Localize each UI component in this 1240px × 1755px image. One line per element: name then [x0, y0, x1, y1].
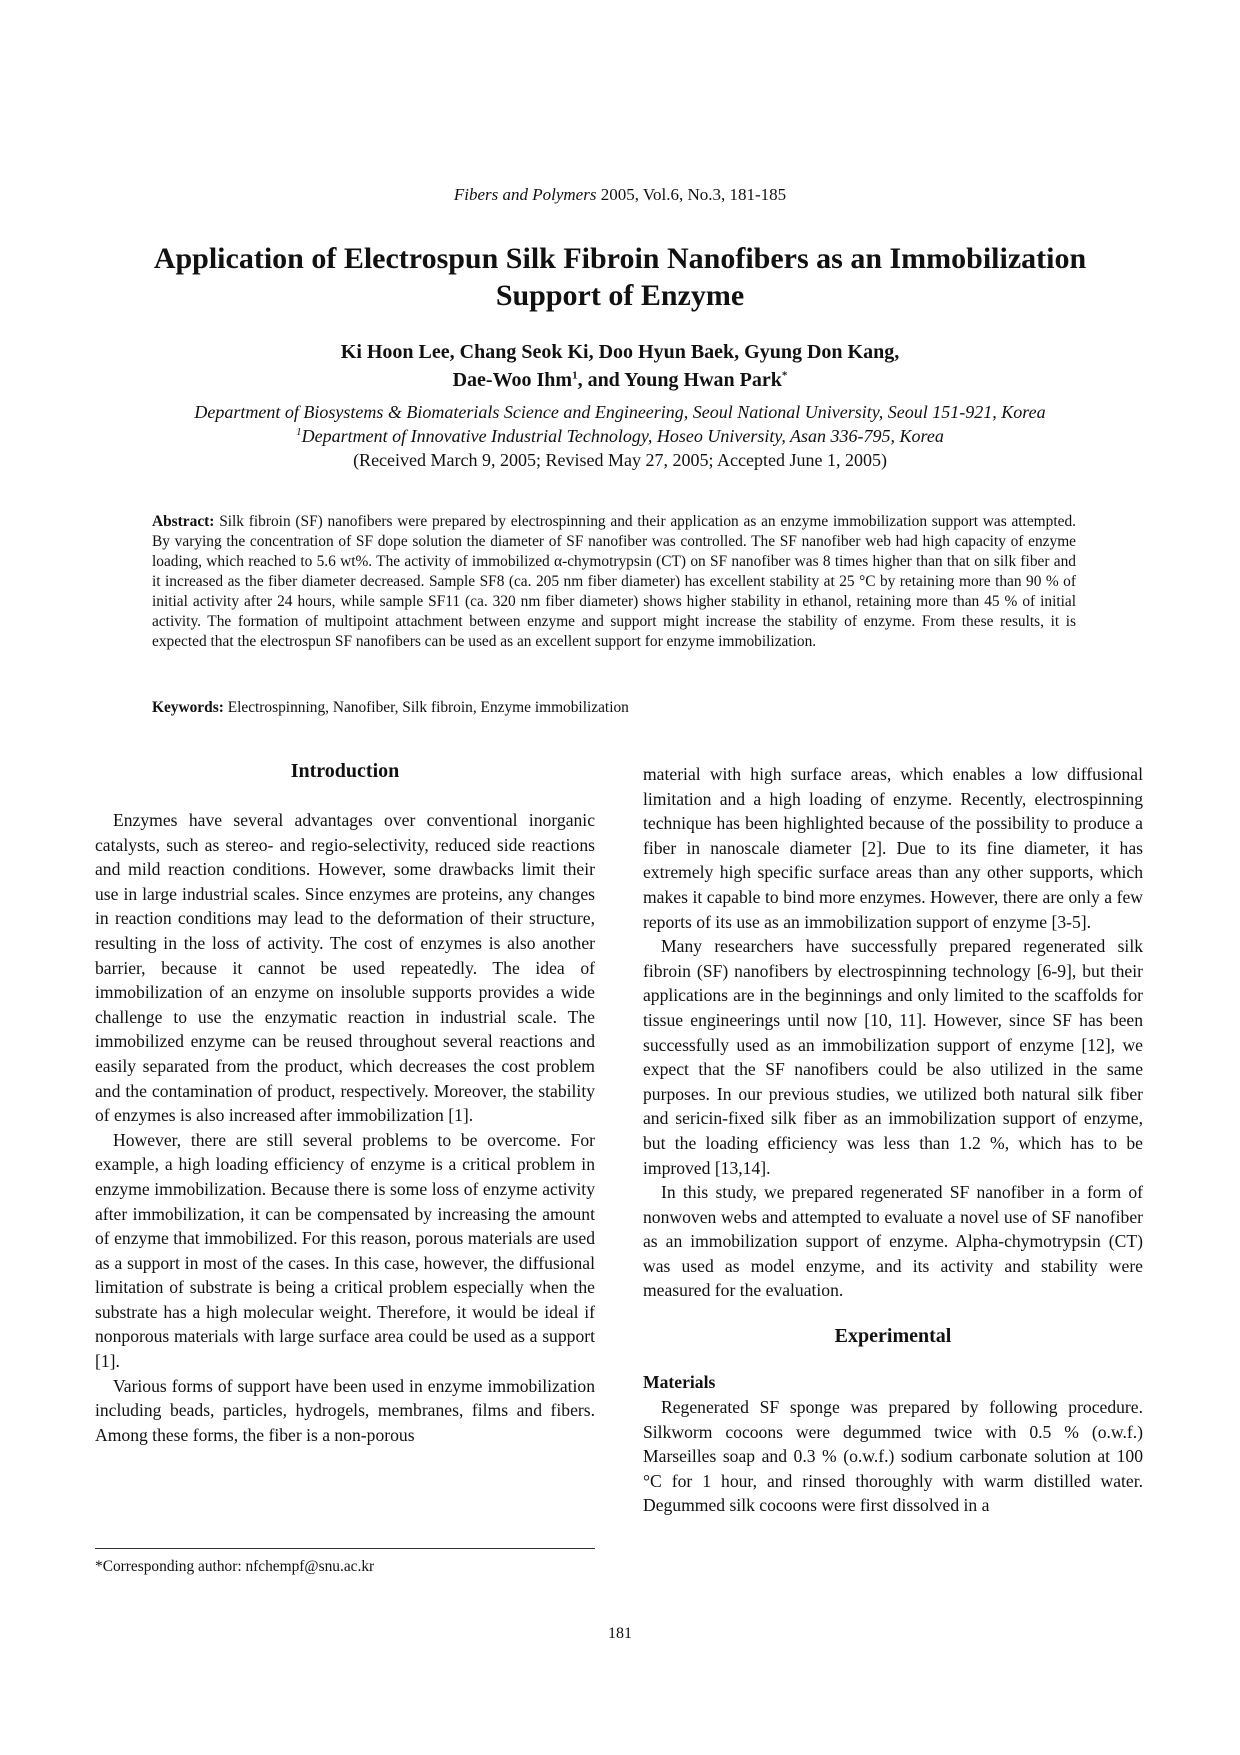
section-heading-experimental: Experimental — [834, 1325, 952, 1348]
affiliation-hoseo — [60, 424, 1180, 448]
author-ihm: Dae-Woo Ihm — [452, 369, 573, 391]
corresponding-author-footnote: *Corresponding author: nfchempf@snu.ac.kr — [95, 1558, 375, 1575]
paragraph: However, there are still several problems to be overcome. For example, a high loading efficiency of enzyme is a critical problem in enzyme immobilization. Because there is some loss of enzyme activity after immobilization, it can be compensated by increasing the amount of enzyme that immobilized. For this reason, porous materials are used as a support in most of the cases. In this case, however, the diffusional limitation of substrate is being a critical problem especially when the substrate has a high molecular weight. Therefore, it would be ideal if nonporous materials with large surface area could be used as a support [1]. — [95, 1129, 595, 1372]
affiliations — [60, 400, 1180, 472]
paragraph: Regenerated SF sponge was prepared by following procedure. Silkworm cocoons were degummed twice with 0.5 % (o.w.f.) Marseilles soap and 0.3 % (o.w.f.) sodium carbonate solution at 100 °C for 1 hour, and rinsed thoroughly with warm distilled water. Degummed silk cocoons were first dissolved in a — [643, 1397, 1143, 1516]
journal-details: 2005, Vol.6, No.3, 181-185 — [596, 185, 787, 204]
page-number: 181 — [608, 1625, 632, 1642]
left-column — [95, 758, 595, 1447]
subsection-heading-materials: Materials — [643, 1372, 716, 1393]
paper-title: Application of Electrospun Silk Fibroin Nanofibers as an Immobilization Support of Enzyme — [153, 242, 1087, 312]
author-line-1: Ki Hoon Lee, Chang Seok Ki, Doo Hyun Baek, Gyung Don Kang, — [340, 341, 900, 363]
received-dates: (Received March 9, 2005; Revised May 27, 2005; Accepted June 1, 2005) — [353, 450, 887, 470]
section-heading-introduction: Introduction — [290, 760, 400, 782]
author-park: , and Young Hwan Park — [577, 369, 782, 391]
corresponding-mark: * — [781, 369, 788, 382]
abstract-label: Abstract: — [152, 513, 215, 530]
author-list — [120, 338, 1120, 394]
author-ihm-affil-mark: 1 — [572, 369, 578, 382]
paragraph: Many researchers have successfully prepared regenerated silk fibroin (SF) nanofibers by electrospinning technology [6-9], but their applications are in the beginnings and only limited to the scaffolds for tissue engineerings until now [10, 11]. However, since SF has been successfully used as an immobilization support of enzyme [12], we expect that the SF nanofibers could be also utilized in the same purposes. In our previous studies, we utilized both natural silk fiber and sericin-fixed silk fiber as an immobilization support of enzyme, but the loading efficiency was less than 1.2 %, which has to be improved [13,14]. — [643, 936, 1143, 1178]
keywords-text: Electrospinning, Nanofiber, Silk fibroin, Enzyme immobilization — [227, 699, 629, 716]
paragraph: Various forms of support have been used in enzyme immobilization including beads, particles, hydrogels, membranes, films and fibers. Among these forms, the fiber is a non-porous — [95, 1375, 595, 1445]
affiliation-snu: Department of Biosystems & Biomaterials Science and Engineering, Seoul National University, Seoul 151-921, Korea — [194, 402, 1046, 422]
affiliation-hoseo-text: Department of Innovative Industrial Technology, Hoseo University, Asan 336-795, Korea — [301, 426, 944, 446]
keywords-label: Keywords: — [152, 699, 224, 716]
footnote-rule — [95, 1548, 595, 1549]
paragraph-continued: material with high surface areas, which enables a low diffusional limitation and a high loading of enzyme. Recently, electrospinning technique has been highlighted because of the possibility to produce a fiber in nanoscale diameter [2]. Due to its fine diameter, it has extremely high specific surface areas than any other supports, which makes it capable to bind more enzymes. However, there are only a few reports of its use as an immobilization support of enzyme [3-5]. — [643, 764, 1143, 932]
abstract — [152, 512, 1076, 652]
paragraph: Enzymes have several advantages over conventional inorganic catalysts, such as stereo- and regio-selectivity, reduced side reactions and mild reaction conditions. However, some drawbacks limit their use in large industrial scales. Since enzymes are proteins, any changes in reaction conditions may lead to the deformation of their structure, resulting in the loss of activity. The cost of enzymes is also another barrier, because it cannot be used repeatedly. The idea of immobilization of an enzyme on insoluble supports provides a wide challenge to use the enzymatic reaction in industrial scale. The immobilized enzyme can be reused throughout several reactions and easily separated from the product, which decreases the cost problem and the contamination of product, respectively. Moreover, the stability of enzymes is also increased after immobilization [1]. — [95, 810, 595, 1126]
affiliation-hoseo-mark: 1 — [296, 426, 302, 438]
right-column — [643, 762, 1143, 1518]
paragraph: In this study, we prepared regenerated SF nanofiber in a form of nonwoven webs and attempted to evaluate a novel use of SF nanofiber as an immobilization support of enzyme. Alpha-chymotrypsin (CT) was used as model enzyme, and its activity and stability were measured for the evaluation. — [643, 1182, 1143, 1301]
abstract-text: Silk fibroin (SF) nanofibers were prepared by electrospinning and their application as an enzyme immobilization support was attempted. By varying the concentration of SF dope solution the diameter of SF nanofiber was controlled. The SF nanofiber web had high capacity of enzyme loading, which reached to 5.6 wt%. The activity of immobilized α-chymotrypsin (CT) on SF nanofiber was 8 times higher than that on silk fiber and it increased as the fiber diameter decreased. Sample SF8 (ca. 205 nm fiber diameter) has excellent stability at 25 °C by retaining more than 90 % of initial activity after 24 hours, while sample SF11 (ca. 320 nm fiber diameter) shows higher stability in ethanol, retaining more than 45 % of initial activity. The formation of multipoint attachment between enzyme and support might increase the stability of enzyme. From these results, it is expected that the electrospun SF nanofibers can be used as an excellent support for enzyme immobilization. — [152, 513, 1076, 650]
keywords — [152, 698, 1076, 718]
journal-citation — [0, 185, 1240, 205]
author-line-2 — [120, 366, 1120, 394]
journal-name: Fibers and Polymers — [453, 185, 597, 204]
